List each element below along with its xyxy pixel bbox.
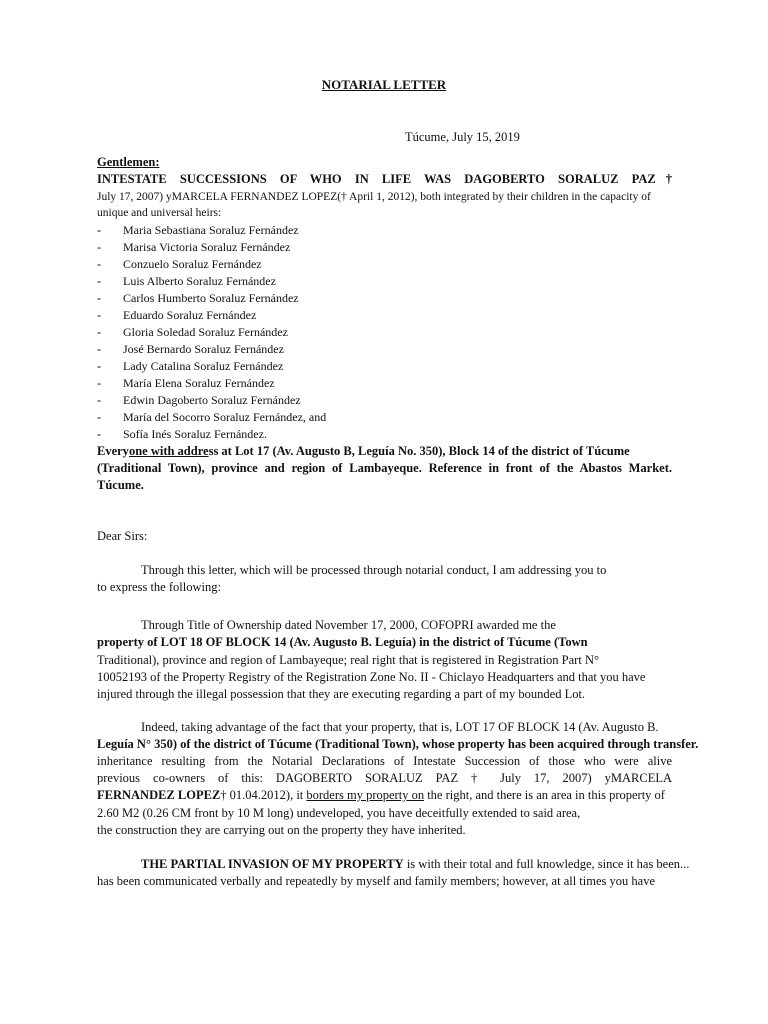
p3-line-3: inheritance resulting from the Notarial Declarations of Intestate Succession of those who were alive bbox=[97, 754, 672, 768]
heir-name: María Elena Soraluz Fernández bbox=[123, 376, 275, 390]
intro-line-2: unique and universal heirs: bbox=[97, 207, 222, 219]
p2-line-1: Through Title of Ownership dated November 17, 2000, COFOPRI awarded me the bbox=[141, 618, 556, 632]
heir-bullet: - bbox=[97, 308, 102, 322]
p2-line-4: 10052193 of the Property Registry of the Registration Zone No. II - Chiclayo Headquarters and that you have bbox=[97, 670, 646, 684]
p2-line-2: property of LOT 18 OF BLOCK 14 (Av. Augusto B. Leguía) in the district of Túcume (Town bbox=[97, 635, 588, 649]
address-line-2: (Traditional Town), province and region of Lambayeque. Reference in front of the Abastos Market. bbox=[97, 461, 672, 475]
heir-bullet: - bbox=[97, 376, 102, 390]
p3-line-4: previous co-owners of this: DAGOBERTO SORALUZ PAZ † July 17, 2007) yMARCELA bbox=[97, 771, 672, 785]
heir-bullet: - bbox=[97, 291, 102, 305]
intro-line-1: July 17, 2007) yMARCELA FERNANDEZ LOPEZ(† April 1, 2012), both integrated by their children in the capacity of bbox=[97, 191, 651, 203]
heir-name: Eduardo Soraluz Fernández bbox=[123, 308, 257, 322]
p3-line-7: the construction they are carrying out on the property they have inherited. bbox=[97, 823, 466, 837]
p4-line-1: THE PARTIAL INVASION OF MY PROPERTY is with their total and full knowledge, since it has been... bbox=[141, 857, 690, 871]
heir-name: María del Socorro Soraluz Fernández, and bbox=[123, 410, 327, 424]
p3-line-1: Indeed, taking advantage of the fact that your property, that is, LOT 17 OF BLOCK 14 (Av. Augusto B. bbox=[141, 720, 659, 734]
p3-line-2: Leguía N° 350) of the district of Túcume (Traditional Town), whose property has been acquired through transfer. bbox=[97, 737, 699, 751]
p1-line-1: Through this letter, which will be processed through notarial conduct, I am addressing you to bbox=[141, 563, 607, 577]
heir-bullet: - bbox=[97, 393, 102, 407]
heir-name: Gloria Soledad Soraluz Fernández bbox=[123, 325, 288, 339]
address-line-3: Túcume. bbox=[97, 478, 144, 492]
heir-bullet: - bbox=[97, 342, 102, 356]
heir-bullet: - bbox=[97, 257, 102, 271]
heir-name: Sofía Inés Soraluz Fernández. bbox=[123, 427, 267, 441]
heir-name: Luis Alberto Soraluz Fernández bbox=[123, 274, 276, 288]
p2-line-5: injured through the illegal possession that they are executing regarding a part of my bounded Lot. bbox=[97, 687, 586, 701]
p4-line-2: has been communicated verbally and repeatedly by myself and family members; however, at all times you have bbox=[97, 874, 655, 888]
heir-name: Lady Catalina Soraluz Fernández bbox=[123, 359, 284, 373]
heir-bullet: - bbox=[97, 359, 102, 373]
heir-name: Maria Sebastiana Soraluz Fernández bbox=[123, 223, 299, 237]
heir-name: Carlos Humberto Soraluz Fernández bbox=[123, 291, 299, 305]
place-date: Túcume, July 15, 2019 bbox=[405, 130, 520, 144]
heir-bullet: - bbox=[97, 427, 102, 441]
heir-bullet: - bbox=[97, 223, 102, 237]
heir-name: Conzuelo Soraluz Fernández bbox=[123, 257, 262, 271]
address-line-1: Everyone with address at Lot 17 (Av. Augusto B, Leguía No. 350), Block 14 of the district of Túcume bbox=[97, 444, 630, 458]
dear-sirs: Dear Sirs: bbox=[97, 529, 148, 543]
document-title: NOTARIAL LETTER bbox=[321, 77, 447, 92]
p1-line-2: to express the following: bbox=[97, 580, 221, 594]
p3-line-6: 2.60 M2 (0.26 CM front by 10 M long) undeveloped, you have deceitfully extended to said area, bbox=[97, 806, 581, 820]
salutation: Gentlemen: bbox=[97, 155, 160, 169]
heir-bullet: - bbox=[97, 325, 102, 339]
subject-line: INTESTATE SUCCESSIONS OF WHO IN LIFE WAS DAGOBERTO SORALUZ PAZ† bbox=[97, 172, 672, 186]
heir-bullet: - bbox=[97, 410, 102, 424]
heir-bullet: - bbox=[97, 274, 102, 288]
heir-name: José Bernardo Soraluz Fernández bbox=[123, 342, 284, 356]
heir-name: Marisa Victoria Soraluz Fernández bbox=[123, 240, 291, 254]
heir-name: Edwin Dagoberto Soraluz Fernández bbox=[123, 393, 301, 407]
p2-line-3: Traditional), province and region of Lambayeque; real right that is registered in Registration Part N° bbox=[97, 653, 599, 667]
p3-line-5: FERNANDEZ LOPEZ† 01.04.2012), it borders my property on the right, and there is an area in this property of bbox=[97, 788, 665, 802]
heir-bullet: - bbox=[97, 240, 102, 254]
